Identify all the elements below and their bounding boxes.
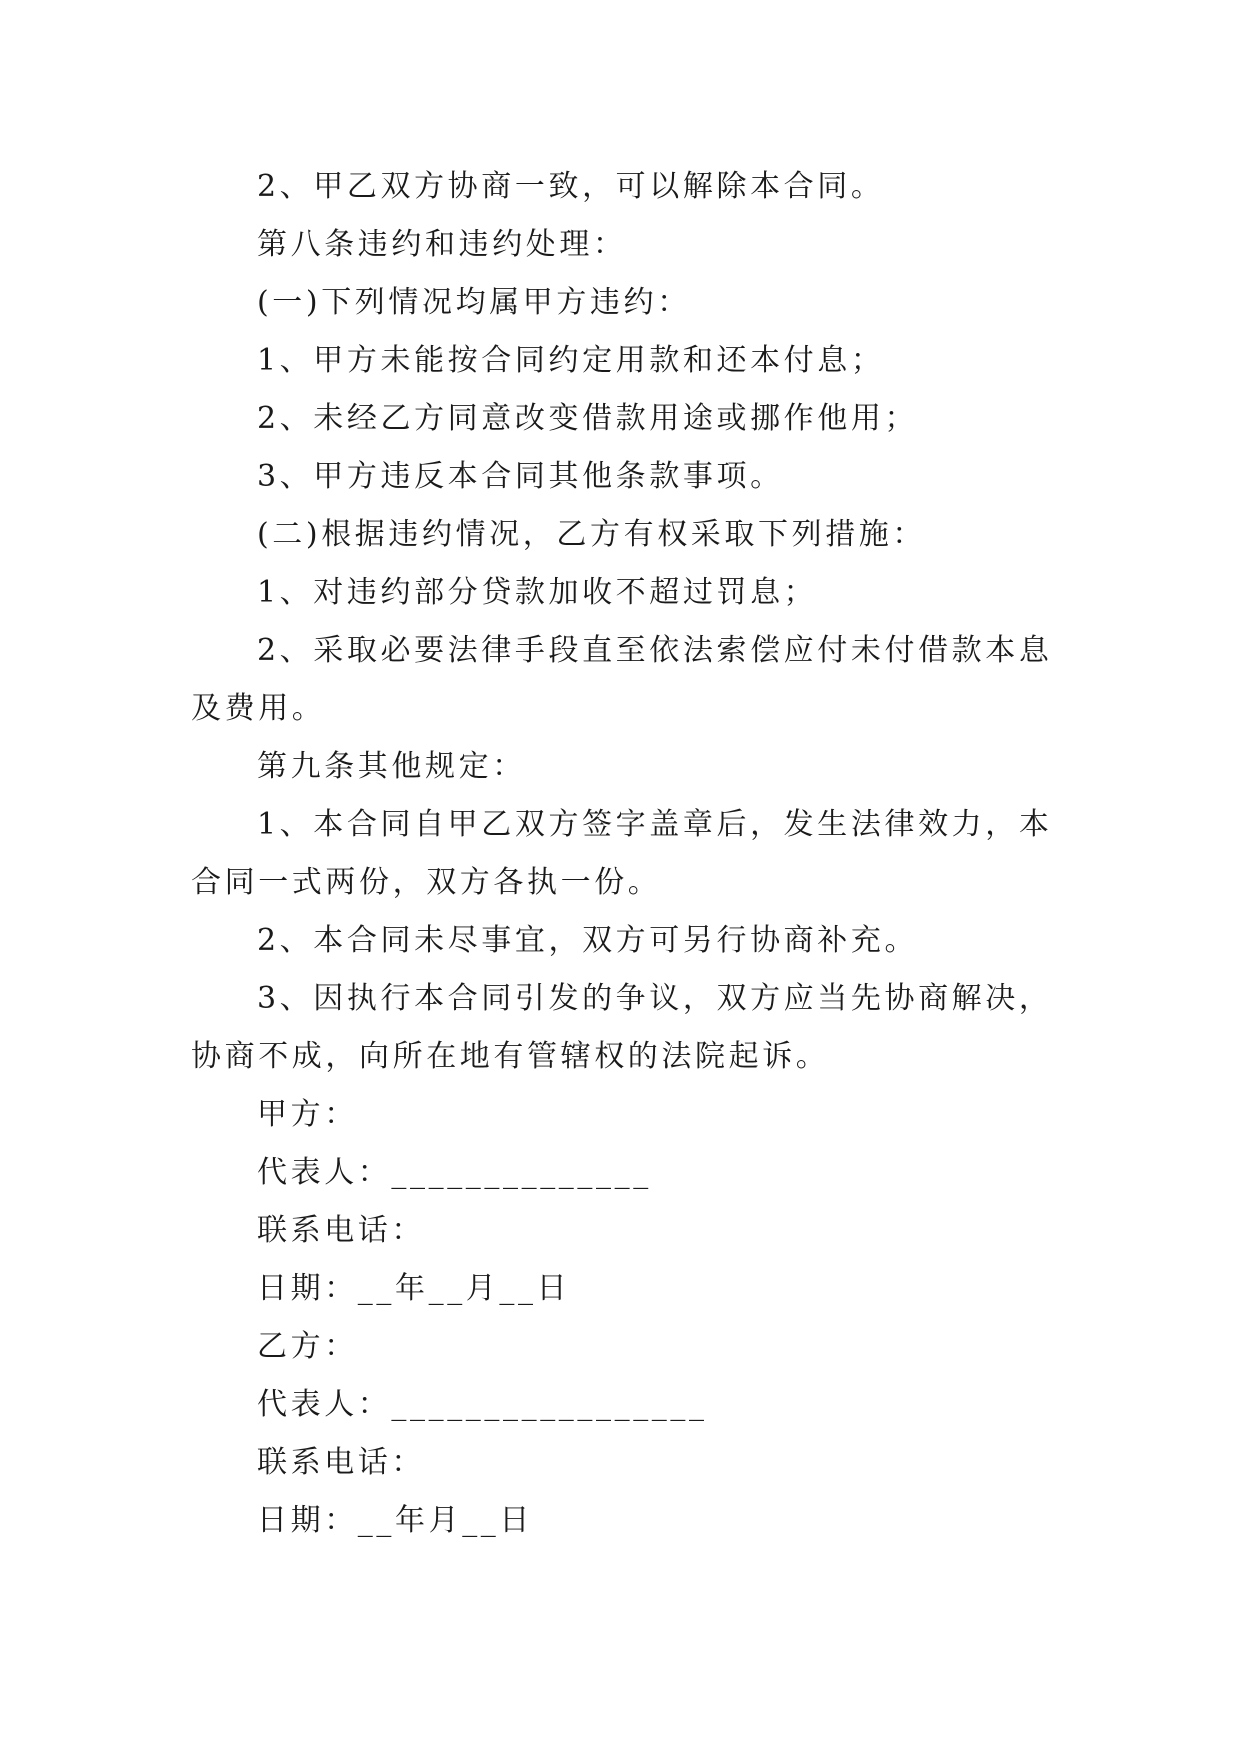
article-8-section-1-item-2: 2、未经乙方同意改变借款用途或挪作他用； bbox=[257, 401, 919, 436]
article-8-heading: 第八条违约和违约处理： bbox=[257, 227, 627, 262]
article-8-section-2-item-2-continued: 及费用。 bbox=[191, 691, 326, 726]
party-b-phone: 联系电话： bbox=[257, 1445, 425, 1480]
party-a-representative: 代表人：______________ bbox=[257, 1155, 652, 1190]
article-8-section-1-heading: (一)下列情况均属甲方违约： bbox=[257, 285, 691, 320]
party-a-label: 甲方： bbox=[257, 1097, 358, 1132]
clause-7-item-2: 2、甲乙双方协商一致，可以解除本合同。 bbox=[257, 169, 885, 204]
article-9-item-1-continued: 合同一式两份，双方各执一份。 bbox=[191, 865, 662, 900]
article-8-section-2-item-2: 2、采取必要法律手段直至依法索偿应付未付借款本息 bbox=[257, 633, 1053, 668]
party-a-phone: 联系电话： bbox=[257, 1213, 425, 1248]
article-8-section-2-heading: (二)根据违约情况，乙方有权采取下列措施： bbox=[257, 517, 927, 552]
article-9-heading: 第九条其他规定： bbox=[257, 749, 526, 784]
article-9-item-2: 2、本合同未尽事宜，双方可另行协商补充。 bbox=[257, 923, 919, 958]
article-9-item-3: 3、因执行本合同引发的争议，双方应当先协商解决， bbox=[257, 981, 1053, 1016]
document-body bbox=[191, 158, 1051, 1550]
article-8-section-2-item-1: 1、对违约部分贷款加收不超过罚息； bbox=[257, 575, 818, 610]
party-b-date: 日期：__年月__日 bbox=[257, 1503, 533, 1538]
party-b-label: 乙方： bbox=[257, 1329, 358, 1364]
party-b-representative: 代表人：_________________ bbox=[257, 1387, 708, 1422]
article-8-section-1-item-1: 1、甲方未能按合同约定用款和还本付息； bbox=[257, 343, 885, 378]
party-a-date: 日期：__年__月__日 bbox=[257, 1271, 571, 1306]
article-9-item-3-continued: 协商不成，向所在地有管辖权的法院起诉。 bbox=[191, 1039, 830, 1074]
article-9-item-1: 1、本合同自甲乙双方签字盖章后，发生法律效力，本 bbox=[257, 807, 1053, 842]
article-8-section-1-item-3: 3、甲方违反本合同其他条款事项。 bbox=[257, 459, 784, 494]
